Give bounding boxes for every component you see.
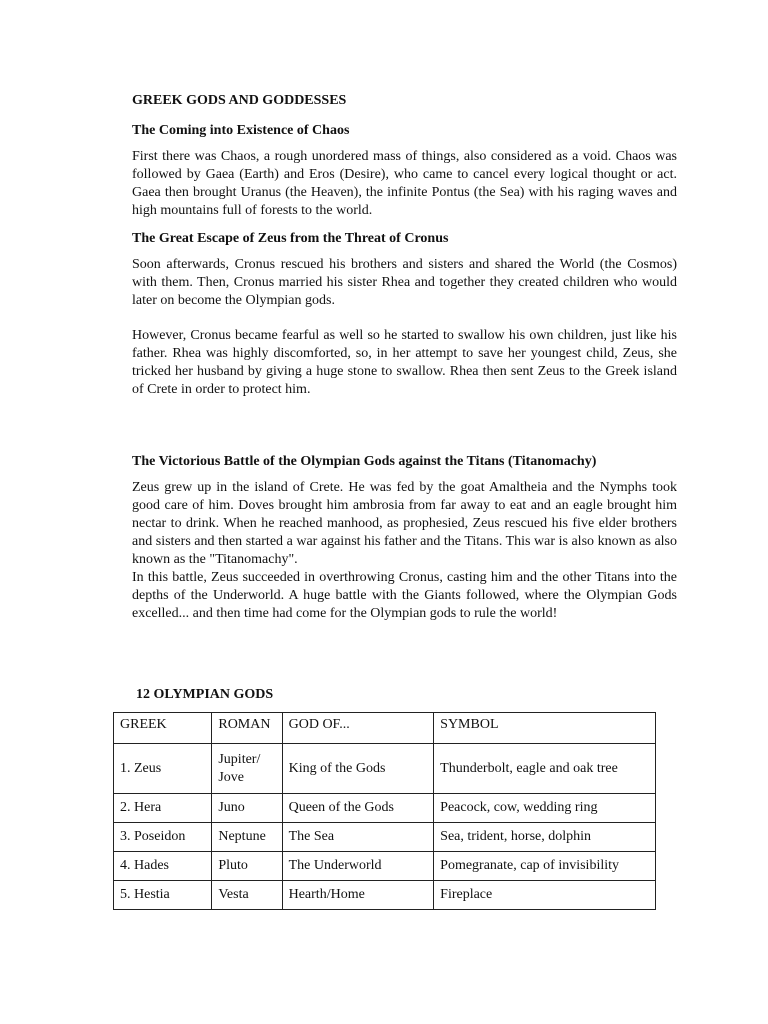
header-greek: GREEK bbox=[114, 713, 212, 744]
cell-roman: Pluto bbox=[212, 852, 282, 881]
section-heading: The Coming into Existence of Chaos bbox=[132, 123, 350, 138]
table-row bbox=[114, 823, 656, 852]
cell-roman: Neptune bbox=[212, 823, 282, 852]
document-body bbox=[132, 92, 677, 633]
cell-god-of: The Sea bbox=[282, 823, 434, 852]
cell-symbol: Peacock, cow, wedding ring bbox=[434, 794, 656, 823]
cell-roman: Juno bbox=[212, 794, 282, 823]
header-symbol: SYMBOL bbox=[434, 713, 656, 744]
table-row bbox=[114, 852, 656, 881]
table-row bbox=[114, 744, 656, 794]
section-paragraph: Soon afterwards, Cronus rescued his brothers and sisters and shared the World (the Cosmos) with them. Then, Cronus married his sister Rhea and together they created children who would later on become the Olympian gods. bbox=[132, 257, 677, 308]
header-roman: ROMAN bbox=[212, 713, 282, 744]
cell-god-of: The Underworld bbox=[282, 852, 434, 881]
section-heading: The Victorious Battle of the Olympian Gods against the Titans (Titanomachy) bbox=[132, 454, 597, 469]
table-title: 12 OLYMPIAN GODS bbox=[136, 687, 274, 702]
section-zeus-escape bbox=[132, 230, 677, 399]
table-row bbox=[114, 794, 656, 823]
cell-greek: 5. Hestia bbox=[114, 881, 212, 910]
cell-god-of: Queen of the Gods bbox=[282, 794, 434, 823]
section-heading: The Great Escape of Zeus from the Threat of Cronus bbox=[132, 231, 449, 246]
section-paragraph: First there was Chaos, a rough unordered mass of things, also considered as a void. Chaos was followed by Gaea (Earth) and Eros (Desire), who came to cancel every logical thought or act. Gaea then brought Uranus (the Heaven), the infinite Pontus (the Sea) with his raging waves and high mountains full of forests to the world. bbox=[132, 149, 677, 218]
section-paragraph: Zeus grew up in the island of Crete. He was fed by the goat Amaltheia and the Nymphs took good care of him. Doves brought him ambrosia from far away to eat and an eagle brought him nectar to drink. When he reached manhood, as prophesied, Zeus rescued his five elder brothers and sisters and then started a war against his father and the Titans. This war is also known as also known as the "Titanomachy". bbox=[132, 480, 677, 567]
cell-roman: Jupiter/ Jove bbox=[212, 744, 282, 794]
cell-symbol: Fireplace bbox=[434, 881, 656, 910]
cell-god-of: Hearth/Home bbox=[282, 881, 434, 910]
document-title: GREEK GODS AND GODDESSES bbox=[132, 93, 347, 108]
cell-roman: Vesta bbox=[212, 881, 282, 910]
olympian-gods-table bbox=[113, 712, 656, 910]
cell-symbol: Thunderbolt, eagle and oak tree bbox=[434, 744, 656, 794]
cell-symbol: Pomegranate, cap of invisibility bbox=[434, 852, 656, 881]
cell-greek: 4. Hades bbox=[114, 852, 212, 881]
section-paragraph: In this battle, Zeus succeeded in overthrowing Cronus, casting him and the other Titans into the depths of the Underworld. A huge battle with the Giants followed, where the Olympian Gods excelled... and then time had come for the Olympian gods to rule the world! bbox=[132, 570, 677, 621]
section-paragraph: However, Cronus became fearful as well so he started to swallow his own children, just like his father. Rhea was highly discomforted, so, in her attempt to save her youngest child, Zeus, she tricked her husband by giving a huge stone to swallow. Rhea then sent Zeus to the Greek island of Crete in order to protect him. bbox=[132, 328, 677, 397]
table-row bbox=[114, 881, 656, 910]
section-titanomachy bbox=[132, 453, 677, 623]
cell-greek: 2. Hera bbox=[114, 794, 212, 823]
cell-greek: 1. Zeus bbox=[114, 744, 212, 794]
cell-greek: 3. Poseidon bbox=[114, 823, 212, 852]
section-chaos bbox=[132, 122, 677, 220]
header-god-of: GOD OF... bbox=[282, 713, 434, 744]
cell-symbol: Sea, trident, horse, dolphin bbox=[434, 823, 656, 852]
table-header-row bbox=[114, 713, 656, 744]
cell-god-of: King of the Gods bbox=[282, 744, 434, 794]
